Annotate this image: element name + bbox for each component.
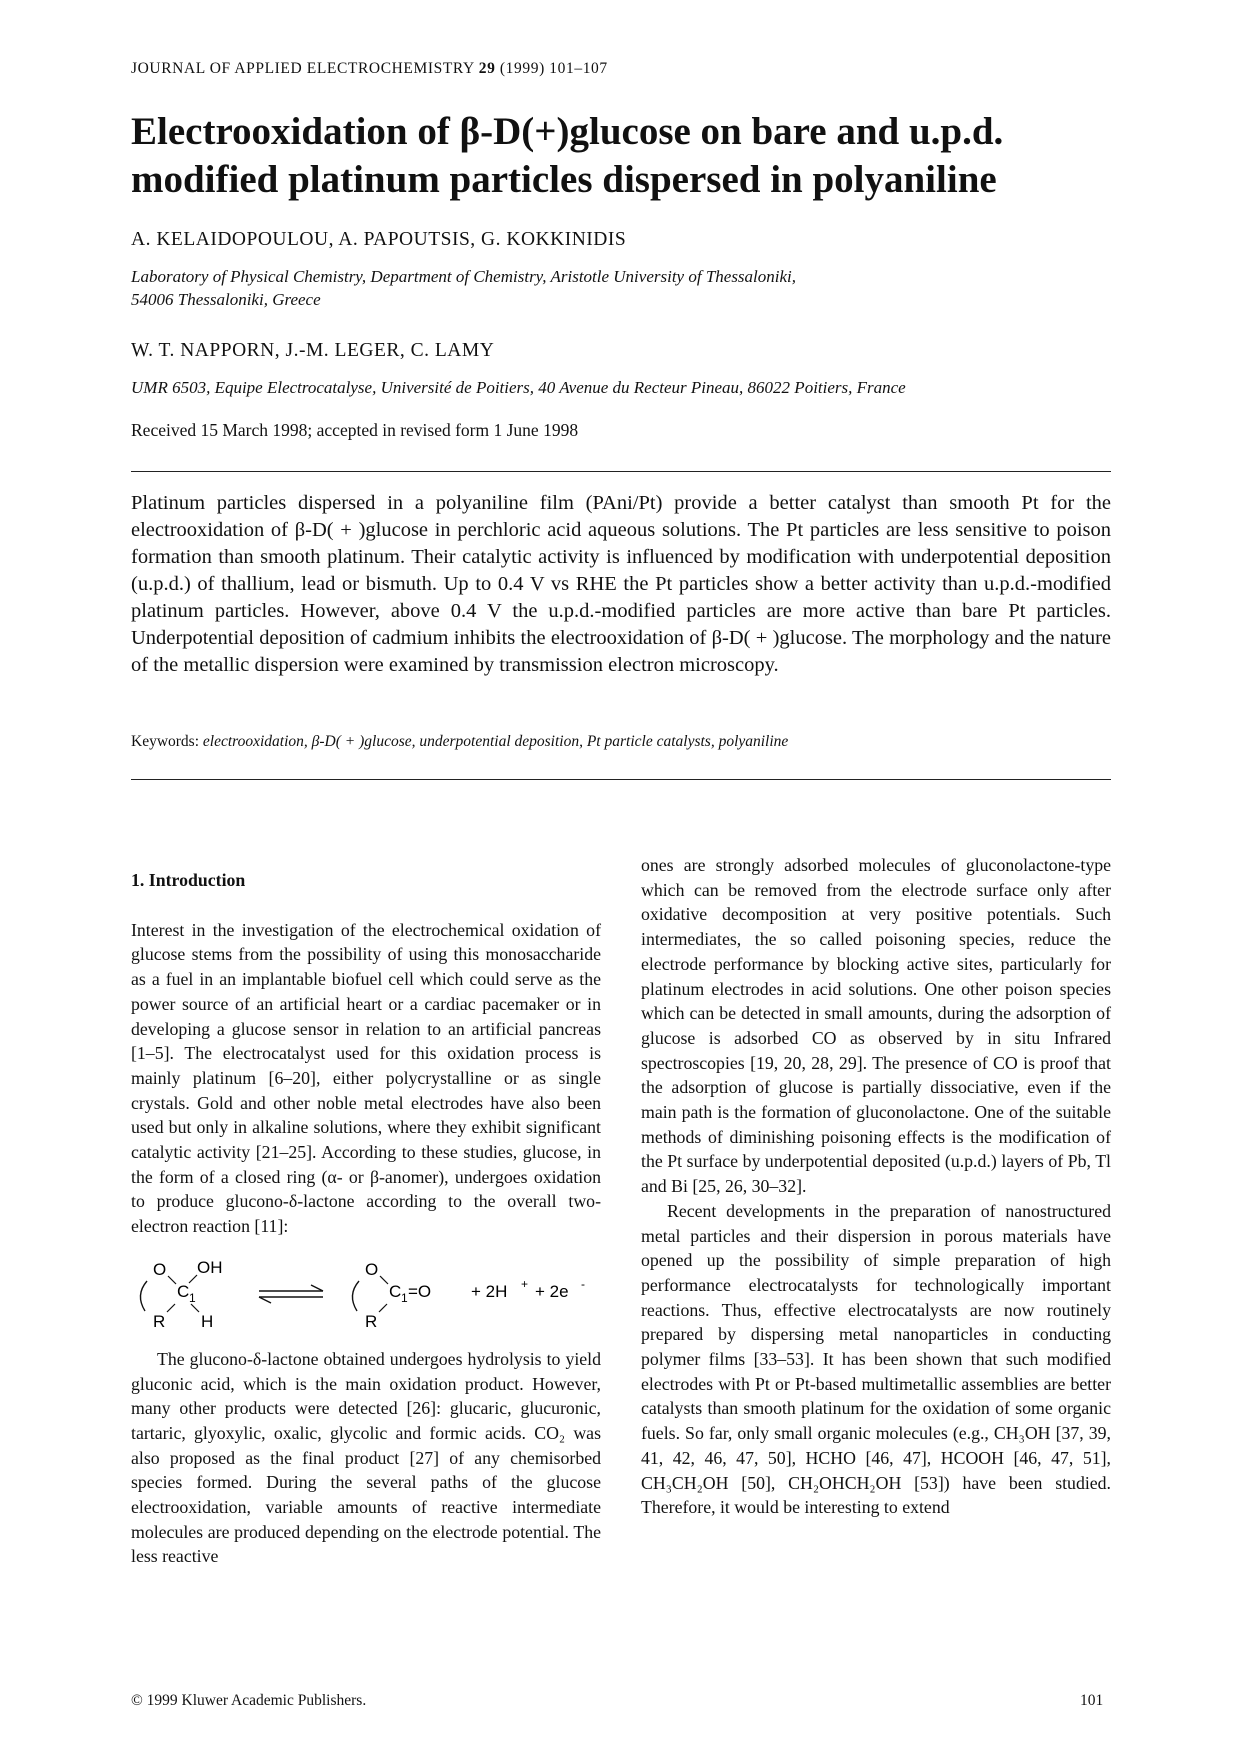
- intro-paragraph-3: ones are strongly adsorbed molecules of gluconolactone-type which can be removed from the electrode surface only after oxidative decomposition at very positive potentials. Such intermediates, the so called poisoning species, reduce the electrode performance by blocking active sites, particularly for platinum electrodes in acid solutions. One other poison species which can be detected in small amounts, during the adsorption of glucose is adsorbed CO as observed by in situ Infrared spectroscopies [19, 20, 28, 29]. The presence of CO is proof that the adsorption of glucose is partially dissociative, even if the main path is the formation of gluconolactone. One of the suitable methods of diminishing poisoning effects is the modification of the Pt surface by underpotential deposited (u.p.d.) layers of Pb, Tl and Bi [25, 26, 30–32].: [641, 855, 1111, 1197]
- bond-c-r-left: [167, 1304, 175, 1312]
- ring-arc-left: [140, 1281, 147, 1311]
- carbon-left: C: [177, 1281, 190, 1301]
- keywords-label: Keywords:: [131, 733, 200, 750]
- bond-c-r-right: [379, 1304, 387, 1312]
- journal-name: JOURNAL OF APPLIED ELECTROCHEMISTRY: [131, 60, 475, 77]
- hydroxyl-label: OH: [197, 1257, 223, 1277]
- ring-oxygen-right: O: [365, 1259, 379, 1279]
- rule-bottom: [131, 779, 1111, 780]
- journal-year-pages: (1999) 101–107: [499, 60, 608, 77]
- reaction-scheme: [131, 1251, 601, 1333]
- carbon-right-subscript: 1: [401, 1290, 408, 1305]
- title-line-1: Electrooxidation of β-D(+)glucose on bare and u.p.d.: [131, 110, 1004, 153]
- authors-group-1: A. KELAIDOPOULOU, A. PAPOUTSIS, G. KOKKINIDIS: [131, 229, 627, 250]
- bond-c-oh: [189, 1275, 197, 1283]
- intro-paragraph-2: The glucono-δ-lactone obtained undergoes hydrolysis to yield gluconic acid, which is the main oxidation product. However, many other products were detected [26]: glucaric, glucuronic, tartaric, glyoxylic, oxalic, glycolic and formic acids. CO₂ was also proposed as the final product [27] of any chemisorbed species formed. During the several paths of the glucose electrooxidation, variable amounts of reactive intermediate molecules are produced depending on the electrode potential. The less reactive: [131, 1348, 601, 1567]
- paper-title: [131, 108, 1111, 204]
- bond-c-h: [191, 1304, 199, 1312]
- affiliation-1-line-2: 54006 Thessaloniki, Greece: [131, 290, 321, 309]
- affiliation-1: [131, 265, 1121, 311]
- column-left: [131, 868, 601, 1569]
- ring-oxygen-left: O: [153, 1259, 167, 1279]
- r-group-left: R: [153, 1311, 166, 1331]
- equilibrium-arrow-tail: [259, 1297, 271, 1303]
- intro-paragraph-1: Interest in the investigation of the electrochemical oxidation of glucose stems from the possibility of using this monosaccharide as a fuel in an implantable biofuel cell which could serve as the power source of an artificial heart or a cardiac pacemaker or in developing a glucose sensor in relation to an artificial pancreas [1–5]. The electrocatalyst used for this oxidation process is mainly platinum [6–20], either polycrystalline or as single crystals. Gold and other noble metal electrodes have also been used but only in alkaline solutions, where they exhibit significant catalytic activity [21–25]. According to these studies, glucose, in the form of a closed ring (α- or β-anomer), undergoes oxidation to produce glucono-δ-lactone according to the overall two-electron reaction [11]:: [131, 919, 601, 1237]
- journal-header: [131, 60, 608, 78]
- abstract: Platinum particles dispersed in a polyaniline film (PAni/Pt) provide a better catalyst than smooth Pt for the electrooxidation of β-D( + )glucose in perchloric acid aqueous solutions. The Pt particles are less sensitive to poison formation than smooth platinum. Their catalytic activity is influenced by modification with underpotential deposition (u.p.d.) of thallium, lead or bismuth. Up to 0.4 V vs RHE the Pt particles show a better activity than u.p.d.-modified platinum particles. However, above 0.4 V the u.p.d.-modified particles are more active than bare Pt particles. Underpotential deposition of cadmium inhibits the electrooxidation of β-D( + )glucose. The morphology and the nature of the metallic dispersion were examined by transmission electron microscopy.: [131, 492, 1111, 676]
- electron-charge: -: [581, 1276, 585, 1291]
- hydrogen-label: H: [201, 1311, 214, 1331]
- copyright-notice: © 1999 Kluwer Academic Publishers.: [131, 1692, 367, 1709]
- bond-o-c-right: [380, 1276, 388, 1284]
- products-protons: + 2H: [471, 1281, 508, 1301]
- rule-top: [131, 471, 1111, 472]
- authors-group-2: W. T. NAPPORN, J.-M. LEGER, C. LAMY: [131, 340, 495, 361]
- page-number: 101: [1080, 1692, 1104, 1709]
- affiliation-1-line-1: Laboratory of Physical Chemistry, Department of Chemistry, Aristotle University of Thessaloniki,: [131, 267, 797, 286]
- carbon-left-subscript: 1: [189, 1290, 196, 1305]
- ring-arc-right: [352, 1281, 359, 1311]
- keywords: [131, 733, 788, 751]
- affiliation-2: UMR 6503, Equipe Electrocatalyse, Université de Poitiers, 40 Avenue du Recteur Pineau, 86022 Poitiers, France: [131, 378, 906, 397]
- products-electrons: + 2e: [535, 1281, 569, 1301]
- column-right: [641, 853, 1111, 1520]
- bond-o-c-left: [168, 1276, 176, 1284]
- keywords-value: electrooxidation, β-D( + )glucose, underpotential deposition, Pt particle catalysts, polyaniline: [202, 733, 789, 750]
- carbon-right: C: [389, 1281, 402, 1301]
- journal-volume: 29: [478, 60, 496, 77]
- received-dates: Received 15 March 1998; accepted in revised form 1 June 1998: [131, 420, 579, 440]
- title-line-2: modified platinum particles dispersed in polyaniline: [131, 158, 997, 201]
- intro-paragraph-4: Recent developments in the preparation of nanostructured metal particles and their dispersion in porous materials have opened up the possibility of simple preparation of high performance electrocatalysts for technologically important reactions. Thus, effective electrocatalysts are now routinely prepared by dispersing metal nanoparticles in conducting polymer films [33–53]. It has been shown that such modified electrodes with Pt or Pt-based multimetallic assemblies are better catalysts than smooth platinum for the oxidation of some organic fuels. So far, only small organic molecules (e.g., CH₃OH [37, 39, 41, 42, 46, 47, 50], HCHO [46, 47], HCOOH [46, 47, 51], CH₃CH₂OH [50], CH₂OHCH₂OH [53]) have been studied. Therefore, it would be interesting to extend: [641, 1200, 1111, 1518]
- r-group-right: R: [365, 1311, 378, 1331]
- carbonyl-label: =O: [408, 1281, 432, 1301]
- equilibrium-arrow-head: [311, 1285, 323, 1291]
- proton-charge: +: [521, 1276, 529, 1291]
- section-heading: 1. Introduction: [131, 870, 246, 890]
